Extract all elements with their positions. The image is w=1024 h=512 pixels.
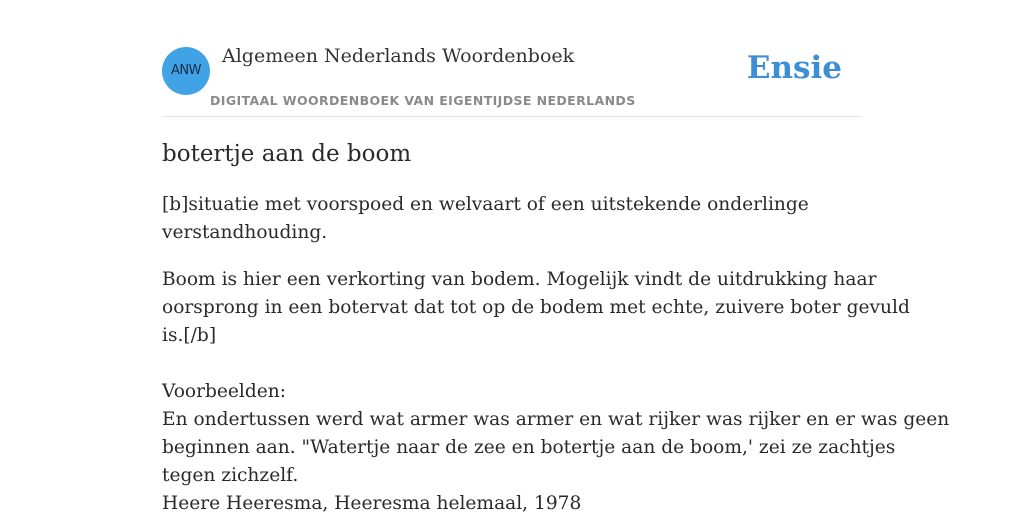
anw-logo[interactable]: ANW	[162, 47, 210, 95]
examples-label: Voorbeelden:	[162, 381, 287, 402]
definition-line: [b]situatie met voorspoed en welvaart of een uitstekende onderlinge	[162, 194, 809, 215]
example-line: En ondertussen werd wat armer was armer en wat rijker was rijker en er was geen	[162, 409, 950, 430]
explanation-line: oorsprong in een botervat dat tot op de bodem met echte, zuivere boter gevuld	[162, 297, 910, 318]
entry-definition	[162, 191, 862, 247]
blank-line	[162, 350, 862, 378]
entry-explanation	[162, 266, 950, 512]
site-header	[162, 0, 862, 117]
site-title[interactable]: Algemeen Nederlands Woordenboek	[222, 45, 575, 67]
entry-content	[162, 138, 950, 512]
example-line: beginnen aan. "Watertje naar de zee en botertje aan de boom,' zei ze zachtjes	[162, 437, 896, 458]
definition-line: verstandhouding.	[162, 222, 328, 243]
example-source: Heere Heeresma, Heeresma helemaal, 1978	[162, 493, 582, 512]
explanation-line: is.[/b]	[162, 325, 217, 346]
entry-term: botertje aan de boom	[162, 141, 412, 167]
site-subtitle: DIGITAAL WOORDENBOEK VAN EIGENTIJDSE NEDERLANDS	[210, 93, 636, 108]
ensie-brand-link[interactable]: Ensie	[746, 50, 842, 86]
example-line: tegen zichzelf.	[162, 465, 299, 486]
explanation-line: Boom is hier een verkorting van bodem. Mogelijk vindt de uitdrukking haar	[162, 269, 877, 290]
